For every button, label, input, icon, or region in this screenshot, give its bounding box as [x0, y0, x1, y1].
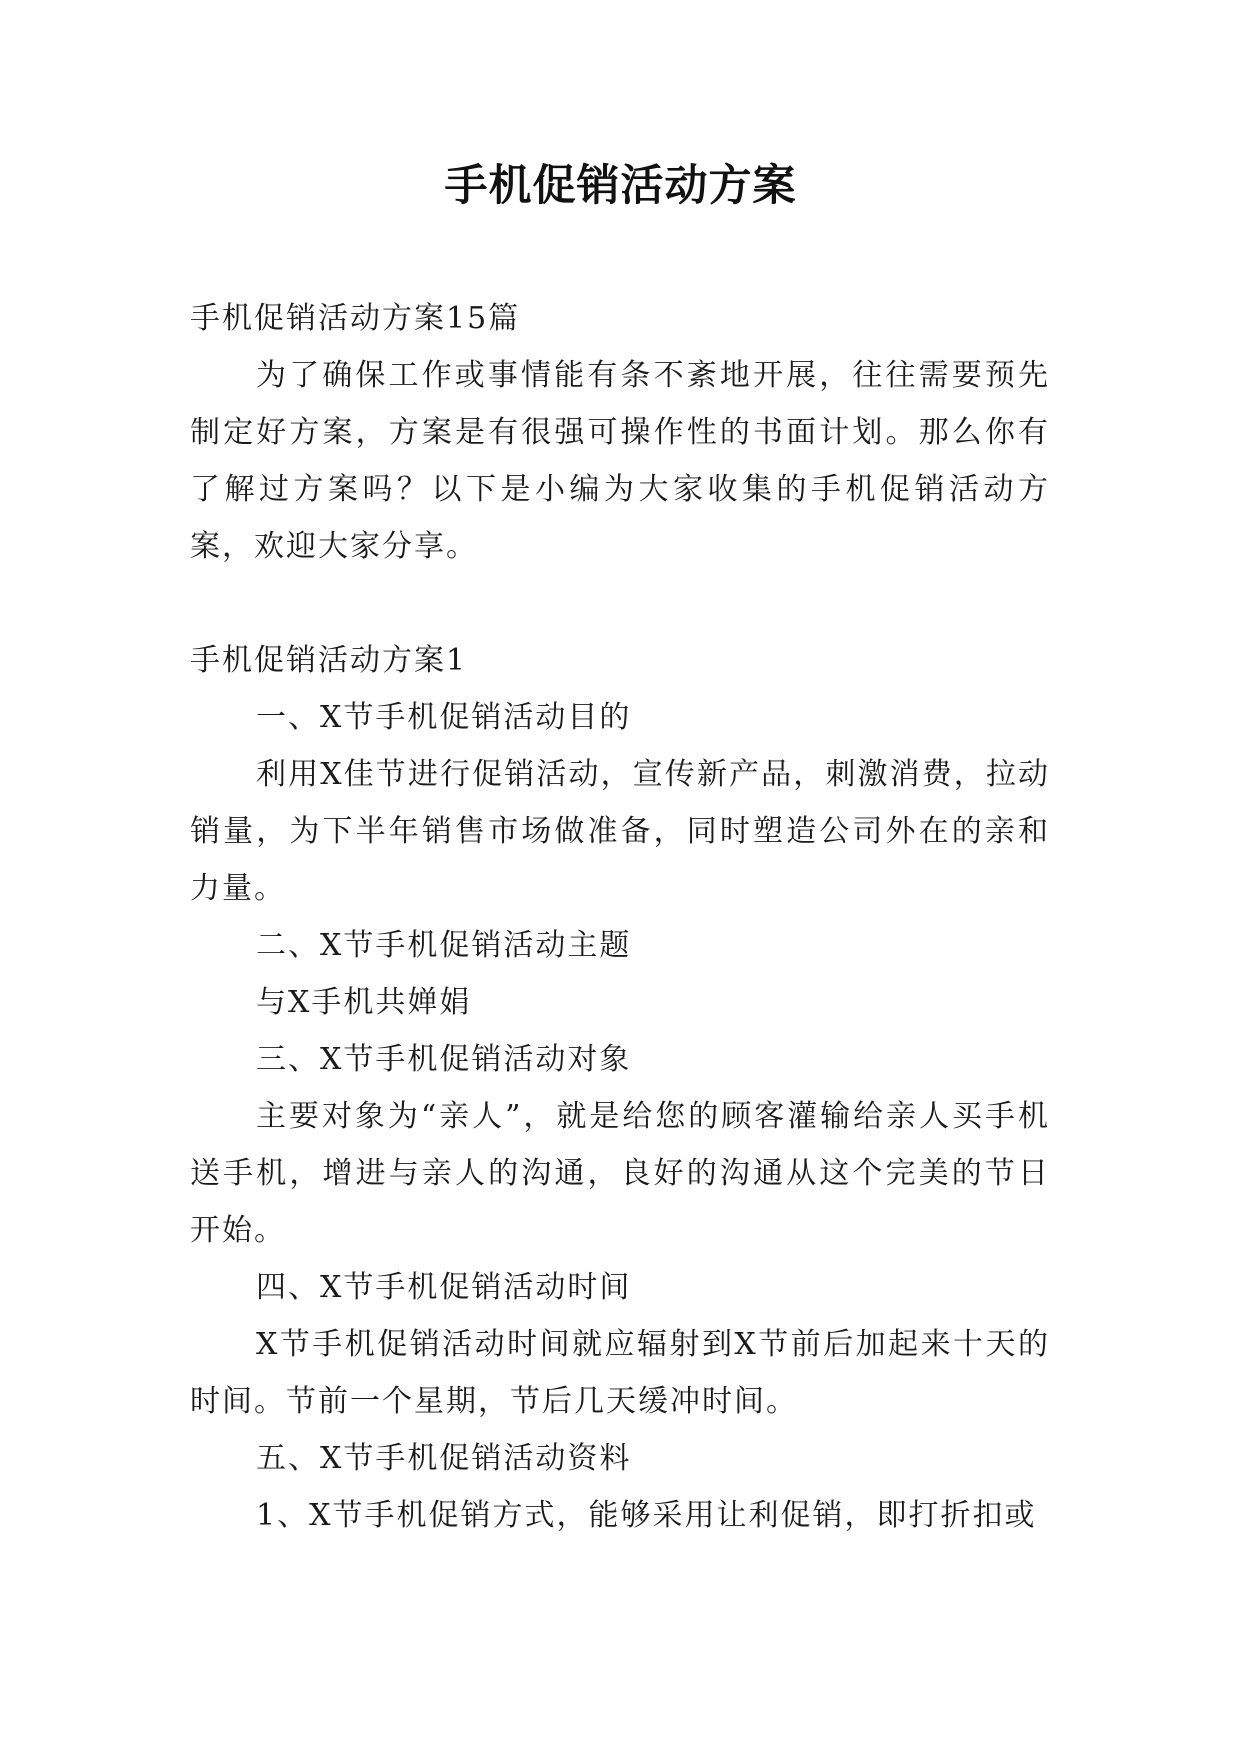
intro-paragraph: 为了确保工作或事情能有条不紊地开展，往往需要预先制定好方案，方案是有很强可操作性的书面计划。那么你有了解过方案吗？以下是小编为大家收集的手机促销活动方案，欢迎大家分享。: [190, 358, 1050, 564]
heading-time: 四、X节手机促销活动时间: [256, 1270, 632, 1305]
heading-purpose: 一、X节手机促销活动目的: [256, 700, 632, 735]
heading-theme: 二、X节手机促销活动主题: [256, 928, 632, 963]
paragraph-time: X节手机促销活动时间就应辐射到X节前后加起来十天的时间。节前一个星期，节后几天缓冲时间。: [190, 1327, 1050, 1419]
document-title: 手机促销活动方案: [444, 161, 797, 211]
paragraph-content: 1、X节手机促销方式，能够采用让利促销，即打折扣或: [256, 1498, 1037, 1533]
paragraph-purpose: 利用X佳节进行促销活动，宣传新产品，刺激消费，拉动销量，为下半年销售市场做准备，同时塑造公司外在的亲和力量。: [190, 757, 1050, 906]
section-title: 手机促销活动方案1: [190, 643, 468, 678]
heading-audience: 三、X节手机促销活动对象: [256, 1042, 632, 1077]
subtitle-line: 手机促销活动方案15篇: [190, 301, 521, 336]
document-body: [190, 290, 1050, 1544]
paragraph-theme: 与X手机共婵娟: [256, 985, 472, 1020]
paragraph-gap: [190, 575, 1050, 632]
paragraph-audience: 主要对象为“亲人”，就是给您的顾客灌输给亲人买手机送手机，增进与亲人的沟通，良好的沟通从这个完美的节日开始。: [190, 1099, 1050, 1248]
heading-content: 五、X节手机促销活动资料: [256, 1441, 632, 1476]
